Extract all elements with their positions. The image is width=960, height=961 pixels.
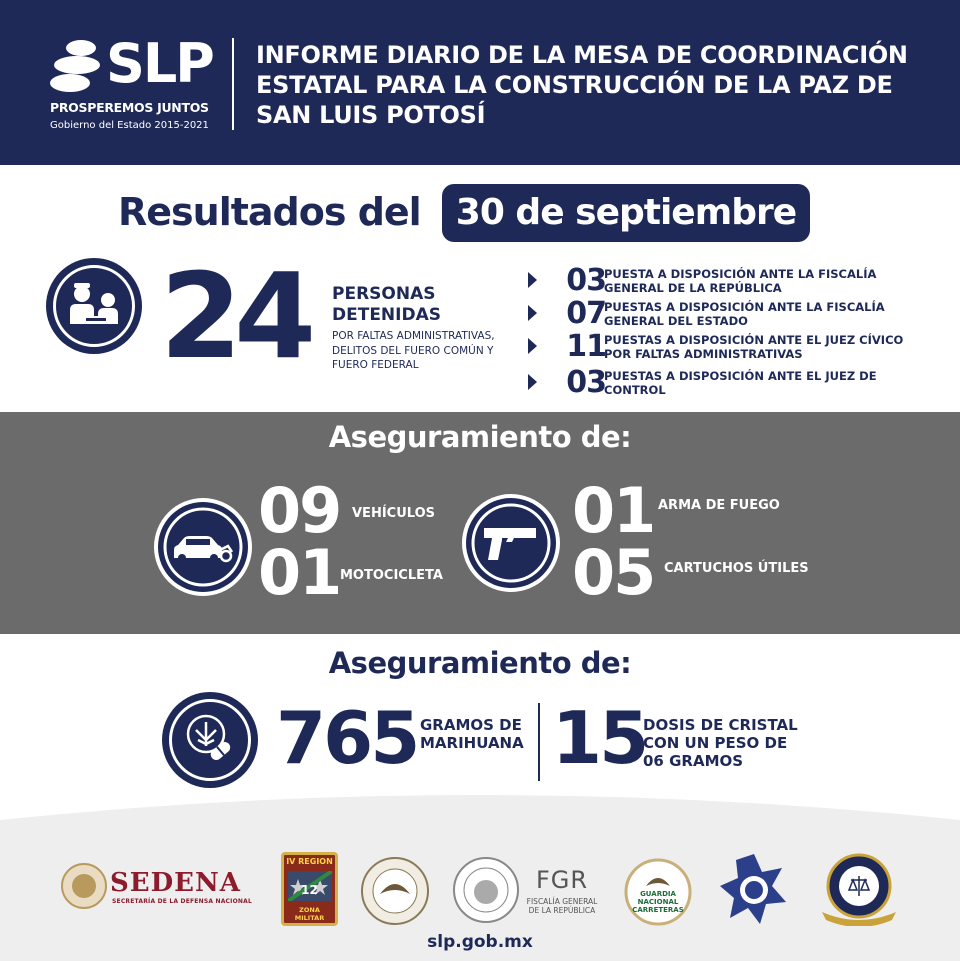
site-url-link[interactable]: slp.gob.mx bbox=[427, 932, 533, 952]
motorcycle-count: 01 bbox=[258, 536, 341, 609]
header-banner bbox=[0, 0, 960, 165]
guardia-nacional-seal-icon bbox=[360, 856, 430, 926]
arrow-right-icon bbox=[528, 338, 537, 354]
drug-divider bbox=[538, 703, 540, 781]
arrow-right-icon bbox=[528, 374, 537, 390]
drug-seizure-title: Aseguramiento de: bbox=[328, 646, 632, 680]
fgr-logo-text: FGR bbox=[536, 866, 589, 894]
slp-logo bbox=[48, 32, 228, 142]
detained-title: PERSONAS DETENIDAS bbox=[332, 284, 441, 325]
sedena-subtitle: SECRETARÍA DE LA DEFENSA NACIONAL bbox=[112, 898, 252, 905]
region-badge bbox=[281, 852, 338, 926]
disposition-text: PUESTA A DISPOSICIÓN ANTE LA FISCALÍA GENERAL DE LA REPÚBLICA bbox=[604, 267, 877, 295]
disposition-count: 03 bbox=[566, 365, 606, 400]
disposition-count: 07 bbox=[566, 296, 606, 331]
cartridges-count: 05 bbox=[572, 536, 655, 609]
marijuana-count: 765 bbox=[276, 696, 418, 780]
vehicles-label: VEHÍCULOS bbox=[352, 506, 435, 521]
police-star-badge-icon bbox=[718, 852, 790, 926]
detained-persons-icon bbox=[46, 258, 142, 354]
guardia-nacional-carreteras-text: GUARDIA NACIONAL CARRETERAS bbox=[632, 890, 684, 914]
logo-text: SLP bbox=[106, 32, 213, 95]
region-bottom-text: ZONA MILITAR bbox=[294, 906, 325, 922]
firearm-count: 01 bbox=[572, 474, 655, 547]
motorcycle-label: MOTOCICLETA bbox=[340, 568, 443, 583]
logo-slogan: PROSPEREMOS JUNTOS bbox=[50, 100, 209, 115]
header-divider bbox=[232, 38, 234, 130]
disposition-count: 03 bbox=[566, 263, 606, 298]
firearm-label: ARMA DE FUEGO bbox=[658, 498, 780, 513]
disposition-count: 11 bbox=[566, 329, 606, 364]
arrow-right-icon bbox=[528, 272, 537, 288]
detained-count: 24 bbox=[160, 247, 309, 385]
logo-subtitle: Gobierno del Estado 2015-2021 bbox=[50, 120, 209, 131]
fgr-subtitle: FISCALÍA GENERAL DE LA REPÚBLICA bbox=[526, 897, 598, 915]
arrow-right-icon bbox=[528, 305, 537, 321]
date-pill: 30 de septiembre bbox=[442, 184, 810, 242]
region-top-text: IV REGION bbox=[286, 857, 333, 866]
sedena-logo-text: SEDENA bbox=[110, 868, 241, 898]
handgun-icon bbox=[462, 494, 560, 592]
disposition-text: PUESTAS A DISPOSICIÓN ANTE LA FISCALÍA GENERAL DEL ESTADO bbox=[604, 300, 885, 328]
disposition-text: PUESTAS A DISPOSICIÓN ANTE EL JUEZ DE CONTROL bbox=[604, 369, 877, 397]
results-label: Resultados del bbox=[118, 190, 421, 234]
report-title: INFORME DIARIO DE LA MESA DE COORDINACIÓN ESTATAL PARA LA CONSTRUCCIÓN DE LA PAZ DE SAN LUIS POTOSÍ bbox=[256, 41, 908, 129]
slp-logo-mark-icon bbox=[50, 36, 104, 96]
disposition-text: PUESTAS A DISPOSICIÓN ANTE EL JUEZ CÍVICO POR FALTAS ADMINISTRATIVAS bbox=[604, 333, 904, 361]
mexico-state-seal-icon bbox=[452, 856, 520, 924]
crystal-count: 15 bbox=[552, 696, 647, 780]
mexico-coat-of-arms-icon bbox=[60, 862, 108, 910]
marijuana-pill-icon bbox=[162, 692, 258, 788]
detained-subtitle: POR FALTAS ADMINISTRATIVAS, DELITOS DEL FUERO COMÚN Y FUERO FEDERAL bbox=[332, 330, 495, 371]
seizure-title: Aseguramiento de: bbox=[328, 420, 632, 454]
vehicles-count: 09 bbox=[258, 474, 341, 547]
region-number: 12 bbox=[301, 883, 318, 897]
marijuana-label: GRAMOS DE MARIHUANA bbox=[420, 716, 524, 752]
cartridges-label: CARTUCHOS ÚTILES bbox=[664, 561, 809, 576]
car-motorcycle-icon bbox=[154, 498, 252, 596]
crystal-label: DOSIS DE CRISTAL CON UN PESO DE 06 GRAMOS bbox=[643, 716, 798, 770]
fiscalia-estado-seal-icon bbox=[818, 852, 900, 926]
